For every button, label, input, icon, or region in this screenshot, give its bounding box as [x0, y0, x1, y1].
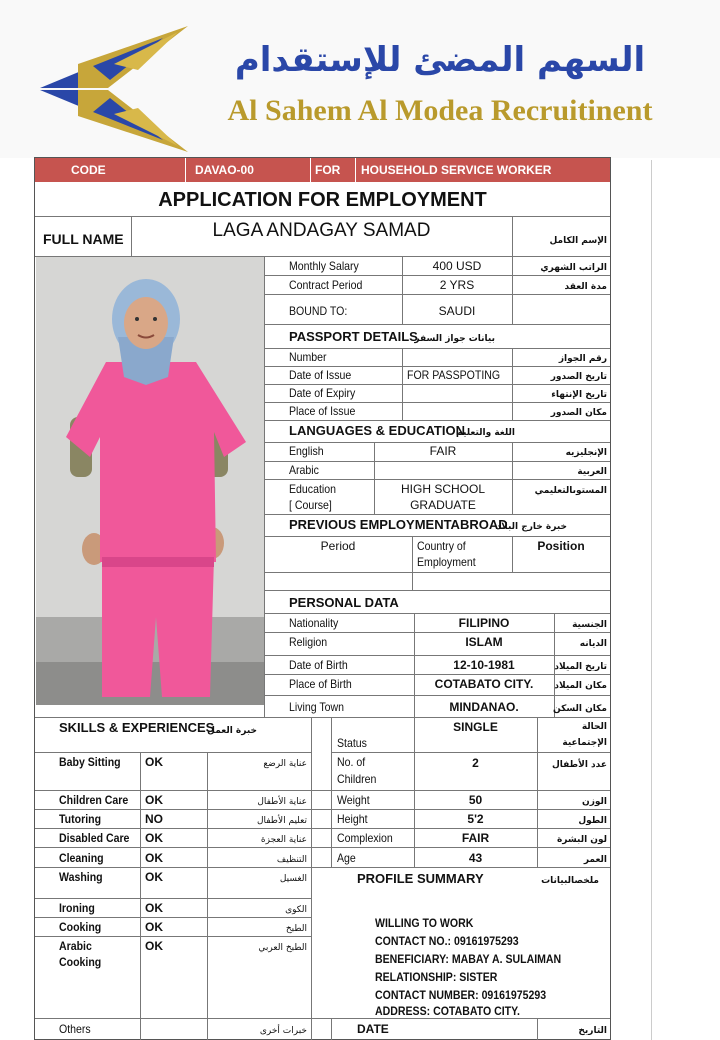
- letterhead: [0, 0, 720, 158]
- expiry-date-label: Date of Expiry: [289, 386, 356, 400]
- skill-cleaning: Cleaning: [59, 851, 104, 865]
- arrow-logo-icon: [38, 24, 188, 154]
- skill-children-care: Children Care: [59, 793, 129, 807]
- weight-value: 50: [468, 793, 483, 807]
- skill-arabic-cooking: Arabic: [59, 939, 92, 953]
- full-name-value: LAGA ANDAGAY SAMAD: [212, 220, 431, 241]
- education-value-2: GRADUATE: [410, 498, 476, 512]
- page-edge: [651, 160, 652, 1040]
- form-title: APPLICATION FOR EMPLOYMENT: [158, 189, 487, 211]
- position-applied: HOUSEHOLD SERVICE WORKER: [361, 163, 552, 177]
- bound-label: BOUND TO:: [289, 304, 348, 318]
- nationality-value: FILIPINO: [458, 616, 510, 630]
- position-column: Position: [537, 539, 585, 553]
- employment-heading: PREVIOUS EMPLOYMENTABROAD: [289, 517, 508, 532]
- issue-place-label-ar: مكان الصدور: [550, 408, 607, 418]
- skill-disabled-care-value: OK: [145, 831, 163, 845]
- living-town-value: MINDANAO.: [449, 700, 519, 714]
- skill-washing: Washing: [59, 870, 103, 884]
- skill-cooking-value: OK: [145, 920, 163, 934]
- status-label-ar: الحالة: [581, 722, 607, 732]
- skill-disabled-care: Disabled Care: [59, 831, 130, 845]
- skill-cooking: Cooking: [59, 920, 102, 934]
- arabic-label: Arabic: [289, 463, 319, 477]
- children-label-2: Children: [337, 772, 377, 786]
- contract-value: 2 YRS: [439, 278, 475, 292]
- skill-cleaning-ar: التنظيف: [276, 855, 307, 865]
- country-column-2: Employment: [417, 555, 476, 569]
- complexion-label-ar: لون البشرة: [556, 835, 607, 845]
- status-value: SINGLE: [453, 720, 498, 734]
- applicant-photo: [36, 257, 264, 705]
- complexion-value: FAIR: [461, 831, 490, 845]
- skill-cooking-ar: الطبخ: [285, 924, 307, 934]
- skill-tutoring: Tutoring: [59, 812, 102, 826]
- skill-baby-sitting-ar: عناية الرضع: [263, 759, 307, 769]
- skill-ironing: Ironing: [59, 901, 95, 915]
- children-value: 2: [472, 756, 479, 770]
- pob-label-ar: مكان الميلاد: [554, 681, 607, 691]
- arabic-label-ar: العربية: [577, 467, 607, 477]
- skill-tutoring-value: NO: [145, 812, 163, 826]
- skill-children-care-value: OK: [145, 793, 163, 807]
- code-label: CODE: [71, 163, 106, 177]
- contract-label-ar: مدة العقد: [564, 282, 607, 292]
- profile-line-2: CONTACT NO.: 09161975293: [375, 934, 519, 948]
- weight-label: Weight: [337, 793, 370, 807]
- skill-arabic-cooking-2: Cooking: [59, 955, 102, 969]
- dob-value: 12-10-1981: [453, 658, 515, 672]
- date-label-ar: التاريخ: [578, 1026, 607, 1036]
- pob-value: COTABATO CITY.: [434, 677, 534, 691]
- skills-heading: SKILLS & EXPERIENCES: [59, 720, 215, 735]
- languages-heading: LANGUAGES & EDUCATION: [289, 423, 465, 438]
- salary-value: 400 USD: [432, 259, 482, 273]
- status-label: Status: [337, 736, 367, 750]
- profile-line-6: ADDRESS: COTABATO CITY.: [375, 1004, 520, 1018]
- skill-tutoring-ar: تعليم الأطفال: [256, 816, 307, 826]
- passport-heading: PASSPORT DETAILS: [289, 329, 418, 344]
- status-label-ar-2: الإجتماعية: [562, 738, 607, 748]
- nationality-label: Nationality: [289, 616, 339, 630]
- skill-ironing-ar: الكوى: [285, 905, 307, 915]
- profile-line-1: WILLING TO WORK: [375, 916, 474, 930]
- full-name-label-ar: الإسم الكامل: [549, 236, 607, 246]
- skill-arabic-cooking-ar: الطبخ العربي: [258, 943, 307, 953]
- age-label: Age: [337, 851, 356, 865]
- profile-line-4: RELATIONSHIP: SISTER: [375, 970, 498, 984]
- english-label: English: [289, 444, 324, 458]
- expiry-date-label-ar: تاريخ الإنتهاء: [551, 390, 607, 400]
- period-column: Period: [320, 539, 356, 553]
- issue-date-label: Date of Issue: [289, 368, 352, 382]
- nationality-label-ar: الجنسية: [572, 620, 607, 630]
- contract-label: Contract Period: [289, 278, 363, 292]
- skill-washing-value: OK: [145, 870, 163, 884]
- dob-label: Date of Birth: [289, 658, 348, 672]
- religion-label: Religion: [289, 635, 328, 649]
- country-column: Country of: [417, 539, 466, 553]
- profile-line-5: CONTACT NUMBER: 09161975293: [375, 988, 547, 1002]
- code-value: DAVAO-00: [195, 163, 254, 177]
- education-label: Education: [289, 482, 336, 496]
- passport-number-label: Number: [289, 350, 327, 364]
- pob-label: Place of Birth: [289, 677, 352, 691]
- profile-heading-ar: ملخصالبيانات: [541, 876, 599, 886]
- employment-heading-ar: خبرة خارج البلاد: [496, 522, 567, 532]
- date-label: DATE: [357, 1022, 389, 1036]
- application-form: [34, 157, 611, 1040]
- english-value: FAIR: [429, 444, 457, 458]
- english-label-ar: الإنجليزيه: [565, 448, 607, 458]
- skills-heading-ar: خبرة العمل: [207, 726, 257, 736]
- height-label-ar: الطول: [578, 816, 607, 826]
- religion-value: ISLAM: [465, 635, 503, 649]
- others-label: Others: [59, 1022, 91, 1036]
- religion-label-ar: الديانه: [579, 639, 607, 649]
- salary-label-ar: الراتب الشهري: [540, 263, 607, 273]
- issue-date-label-ar: تاريخ الصدور: [550, 372, 607, 382]
- passport-heading-ar: بيانات جواز السفر: [414, 334, 495, 344]
- living-town-label-ar: مكان السكن: [553, 704, 607, 714]
- skill-disabled-care-ar: عناية العجزة: [260, 835, 307, 845]
- others-label-ar: خبرات أخرى: [259, 1026, 307, 1036]
- skill-baby-sitting: Baby Sitting: [59, 755, 121, 769]
- living-town-label: Living Town: [289, 700, 344, 714]
- company-name: Al Sahem Al Modea Recruitinent: [227, 94, 653, 127]
- issue-date-value: FOR PASSPOTING: [407, 368, 501, 382]
- languages-heading-ar: اللغة والتعليم: [455, 428, 515, 438]
- education-value: HIGH SCHOOL: [400, 482, 485, 496]
- personal-heading: PERSONAL DATA: [289, 595, 399, 610]
- for-label: FOR: [315, 163, 341, 177]
- full-name-label: FULL NAME: [43, 231, 124, 247]
- profile-heading: PROFILE SUMMARY: [357, 871, 484, 886]
- bound-value: SAUDI: [438, 304, 476, 318]
- children-label: No. of: [337, 755, 366, 769]
- profile-line-3: BENEFICIARY: MABAY A. SULAIMAN: [375, 952, 562, 966]
- skill-children-care-ar: عناية الأطفال: [257, 797, 307, 807]
- age-value: 43: [468, 851, 483, 865]
- dob-label-ar: تاريخ الميلاد: [554, 662, 607, 672]
- complexion-label: Complexion: [337, 831, 393, 845]
- children-label-ar: عدد الأطفال: [551, 760, 607, 770]
- education-label-ar: المستوىالتعليمي: [534, 486, 607, 496]
- height-label: Height: [337, 812, 368, 826]
- weight-label-ar: الوزن: [582, 797, 607, 807]
- issue-place-label: Place of Issue: [289, 404, 356, 418]
- skill-cleaning-value: OK: [145, 851, 163, 865]
- skill-arabic-cooking-value: OK: [145, 939, 163, 953]
- skill-ironing-value: OK: [145, 901, 163, 915]
- skill-baby-sitting-value: OK: [145, 755, 163, 769]
- height-value: 5'2: [467, 812, 484, 826]
- company-arabic-name: السهم المضئ للإستقدام: [234, 40, 646, 80]
- passport-number-label-ar: رقم الجواز: [558, 354, 607, 364]
- skill-washing-ar: الغسيل: [279, 874, 307, 884]
- salary-label: Monthly Salary: [289, 259, 359, 273]
- education-course-label: [ Course]: [289, 498, 332, 512]
- age-label-ar: العمر: [583, 855, 607, 865]
